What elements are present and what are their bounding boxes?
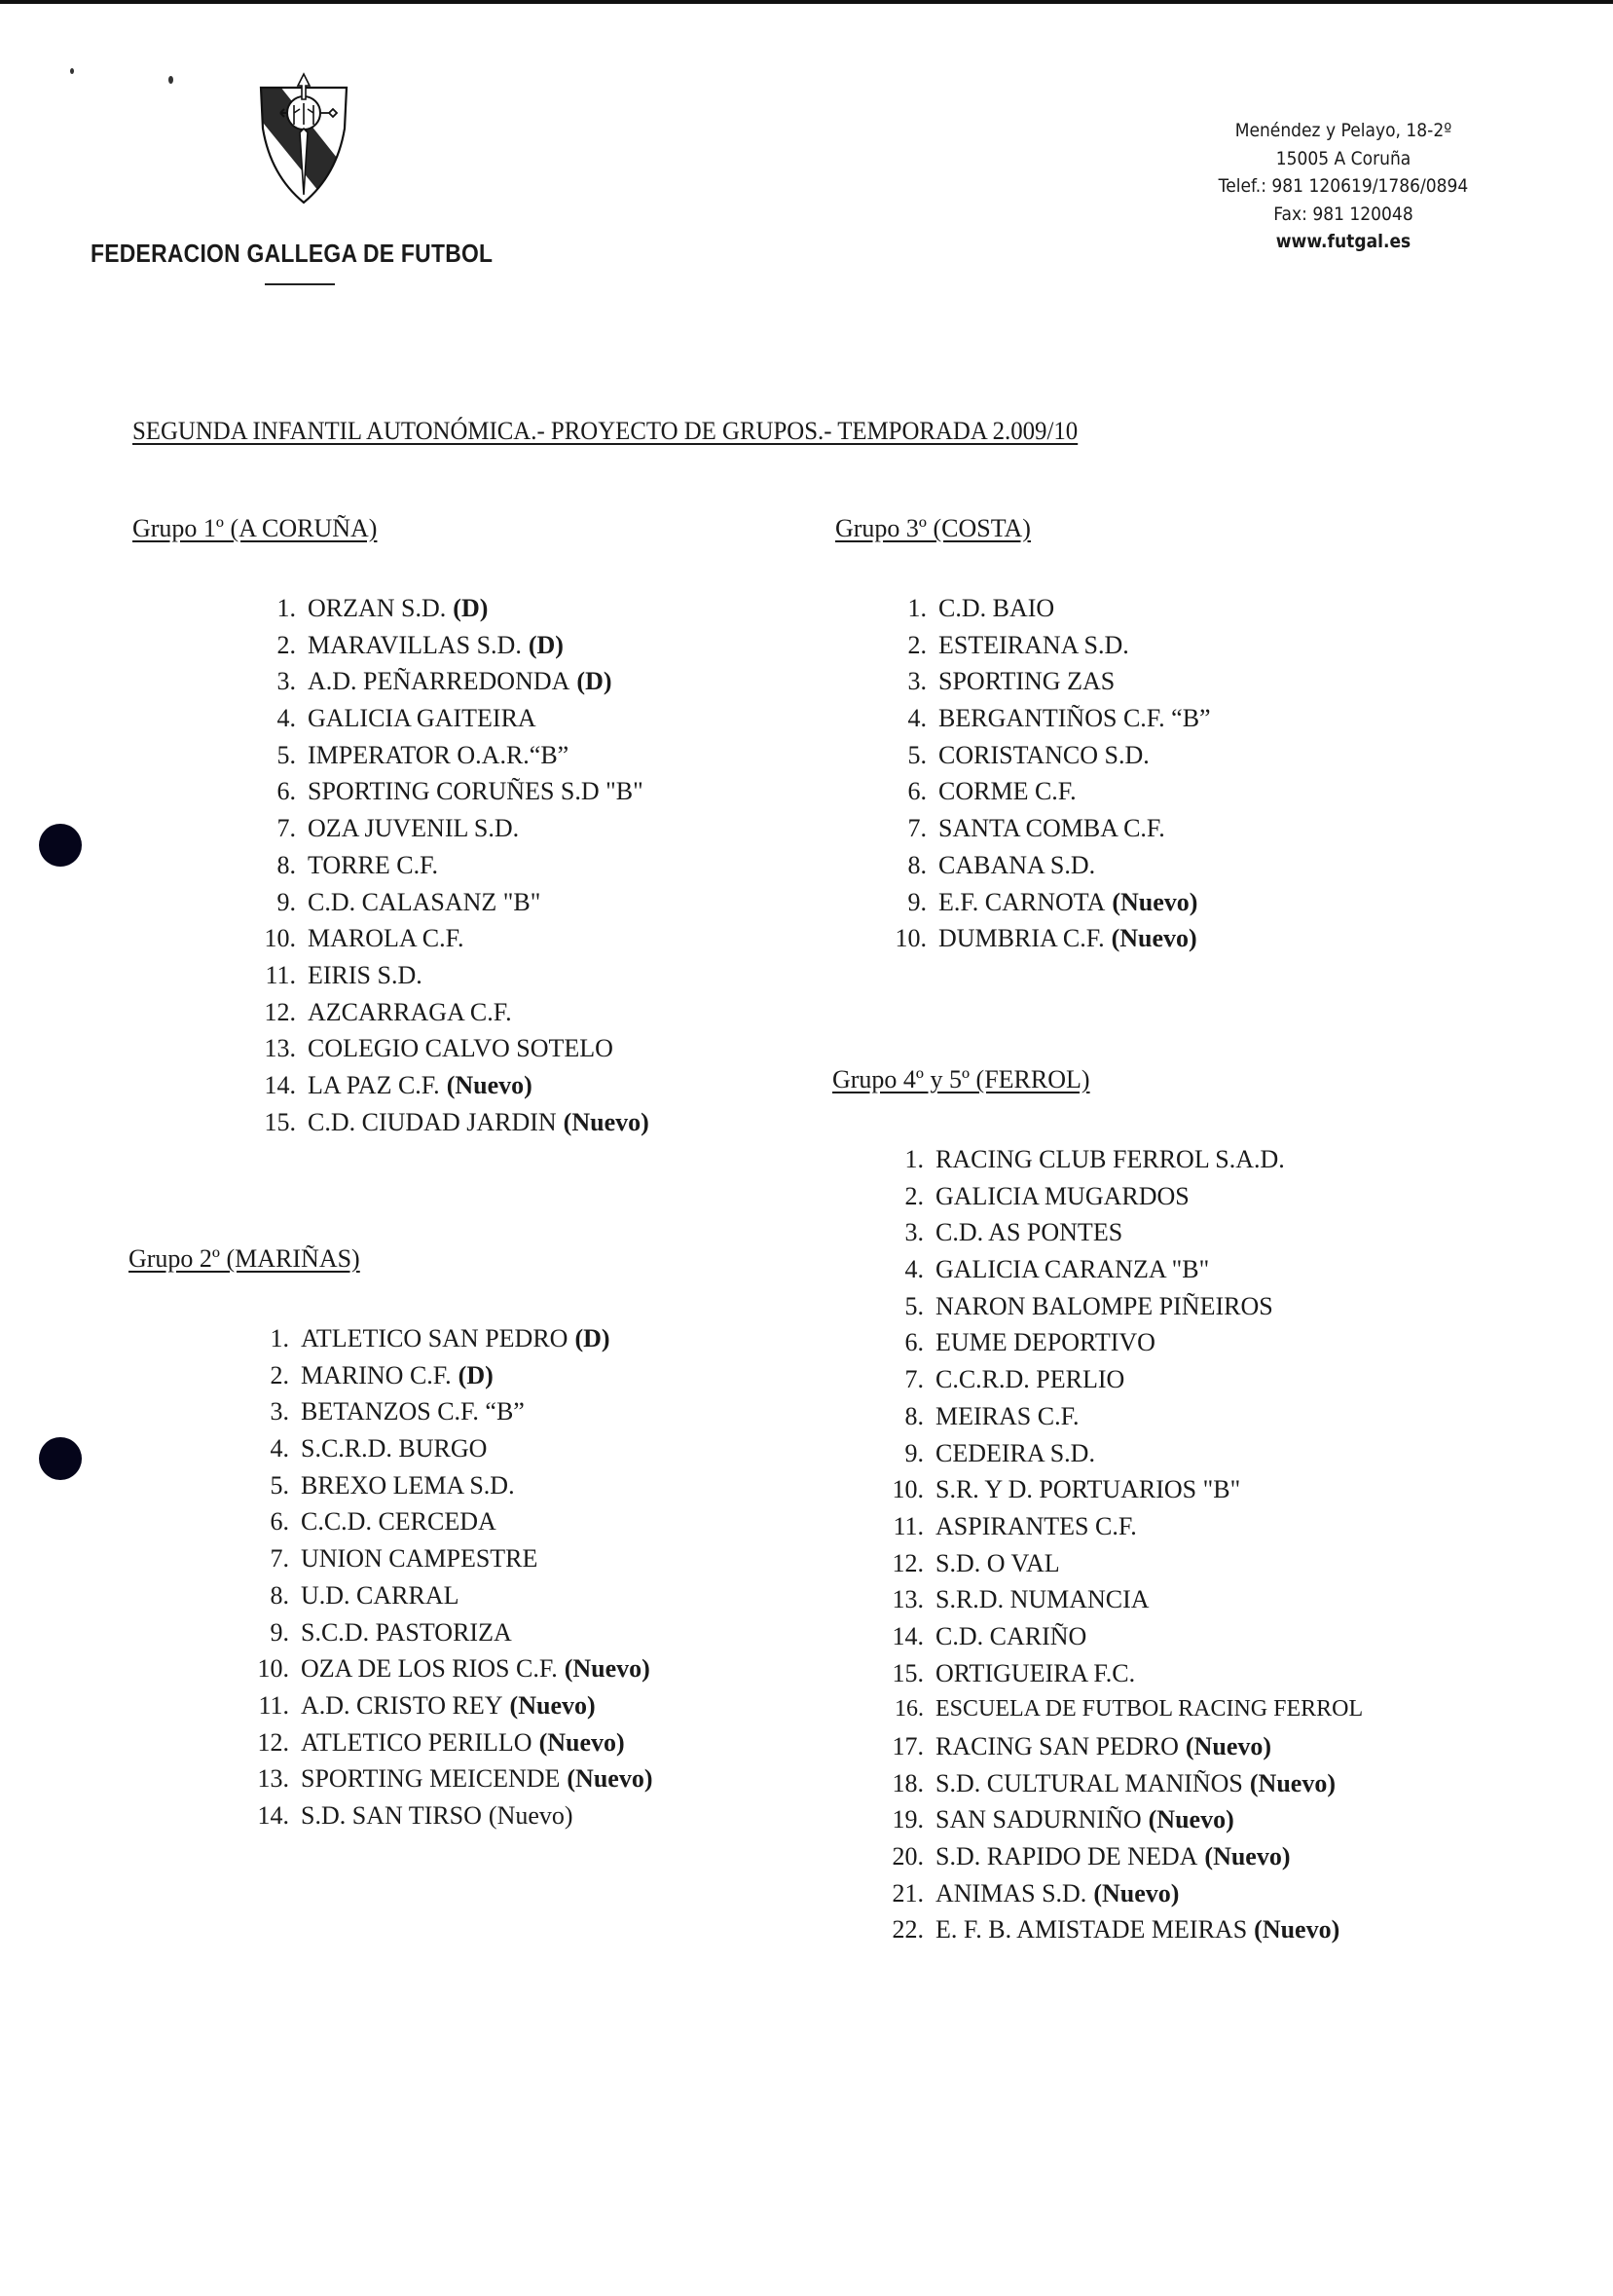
group-title: Grupo 3º (COSTA) (835, 514, 1031, 542)
team-list-item (238, 1614, 652, 1651)
team-list-item (238, 1724, 652, 1761)
group-title: Grupo 1º (A CORUÑA) (132, 514, 378, 542)
team-list-item (873, 1618, 1363, 1655)
team-number: 1. (904, 1145, 924, 1173)
team-number: 13. (892, 1585, 924, 1614)
contact-address: Menéndez y Pelayo, 18-2º (1234, 120, 1452, 141)
team-name: RACING SAN PEDRO (935, 1732, 1179, 1760)
team-name: CEDEIRA S.D. (935, 1438, 1095, 1467)
team-name: NARON BALOMPE PIÑEIROS (935, 1291, 1273, 1320)
team-number: 7. (270, 1544, 289, 1574)
team-name: A.D. PEÑARREDONDA (308, 667, 570, 696)
team-name: C.D. AS PONTES (935, 1218, 1123, 1247)
team-number: 9. (276, 887, 296, 916)
team-list-item (245, 700, 649, 737)
team-name: CORISTANCO S.D. (938, 740, 1150, 769)
team-name: ASPIRANTES C.F. (935, 1511, 1137, 1540)
team-number: 15. (892, 1658, 924, 1687)
team-number: 1. (907, 594, 927, 622)
team-list-item (245, 1067, 649, 1104)
team-number: 14. (264, 1070, 296, 1099)
team-name: GALICIA CARANZA "B" (935, 1255, 1210, 1284)
team-number: 13. (257, 1764, 289, 1794)
team-list-item (238, 1430, 652, 1467)
team-name: A.D. CRISTO REY (301, 1690, 503, 1720)
team-number: 6. (904, 1328, 924, 1357)
team-number: 7. (904, 1365, 924, 1394)
team-list-item (873, 1508, 1363, 1545)
team-name: S.R.D. NUMANCIA (935, 1585, 1150, 1614)
team-list-item (245, 920, 649, 957)
team-number: 9. (270, 1617, 289, 1647)
contact-fax: Fax: 981 120048 (1273, 203, 1413, 225)
team-number: 4. (276, 704, 296, 733)
team-status-tag: (Nuevo) (1204, 1842, 1291, 1871)
team-number: 16. (895, 1696, 924, 1722)
team-list-item (245, 957, 649, 994)
team-number: 10. (257, 1654, 289, 1684)
team-number: 12. (892, 1548, 924, 1577)
team-number: 9. (907, 887, 927, 916)
team-list-item (876, 627, 1211, 664)
team-number: 3. (270, 1397, 289, 1426)
team-number: 17. (892, 1732, 924, 1760)
team-name: RACING CLUB FERROL S.A.D. (935, 1145, 1285, 1173)
organization-divider (265, 283, 335, 285)
team-list-item (873, 1801, 1363, 1838)
team-number: 5. (904, 1291, 924, 1320)
team-list (876, 590, 1211, 957)
team-list-item (876, 884, 1211, 921)
team-number: 14. (257, 1800, 289, 1830)
team-list-item (238, 1577, 652, 1614)
team-list-item (245, 590, 649, 627)
team-name: MARAVILLAS S.D. (308, 630, 522, 659)
team-name: GALICIA MUGARDOS (935, 1181, 1190, 1210)
team-name: ESCUELA DE FUTBOL RACING FERROL (935, 1696, 1364, 1722)
team-status-tag: (D) (528, 630, 564, 659)
team-name: S.D. SAN TIRSO (301, 1800, 482, 1830)
team-name: S.D. RAPIDO DE NEDA (935, 1842, 1198, 1871)
team-list-item (238, 1503, 652, 1540)
scan-speck (168, 76, 173, 84)
team-name: SPORTING ZAS (938, 667, 1116, 696)
team-number: 5. (270, 1470, 289, 1500)
team-list-item (873, 1288, 1363, 1325)
team-list-item (873, 1911, 1363, 1948)
team-number: 2. (907, 630, 927, 659)
team-name: U.D. CARRAL (301, 1580, 459, 1610)
team-number: 10. (895, 924, 927, 953)
team-number: 11. (893, 1511, 924, 1540)
team-name: BETANZOS C.F. “B” (301, 1397, 525, 1426)
team-list-item (245, 847, 649, 884)
team-name: TORRE C.F. (308, 850, 438, 879)
team-name: MAROLA C.F. (308, 924, 464, 953)
group-title: Grupo 2º (MARIÑAS) (128, 1244, 360, 1273)
team-list-item (873, 1471, 1363, 1508)
team-list-item (873, 1141, 1363, 1178)
team-name: S.R. Y D. PORTUARIOS "B" (935, 1475, 1241, 1504)
team-name: SPORTING MEICENDE (301, 1764, 561, 1794)
team-number: 6. (276, 777, 296, 806)
team-list-item (876, 590, 1211, 627)
team-list-item (238, 1797, 652, 1834)
team-list-item (245, 810, 649, 847)
punch-hole (39, 824, 82, 867)
punch-hole (39, 1437, 82, 1480)
team-list-item (245, 1030, 649, 1067)
team-number: 2. (270, 1360, 289, 1389)
team-number: 3. (907, 667, 927, 696)
team-list-item (238, 1650, 652, 1687)
team-name: ORTIGUEIRA F.C. (935, 1658, 1136, 1687)
team-list-item (876, 810, 1211, 847)
team-number: 20. (892, 1842, 924, 1871)
team-number: 9. (904, 1438, 924, 1467)
group-section (832, 1065, 1363, 1948)
team-number: 2. (276, 630, 296, 659)
contact-block (1168, 117, 1519, 256)
federation-crest-icon (255, 70, 352, 206)
team-name: OZA JUVENIL S.D. (308, 814, 520, 843)
scan-top-edge (0, 0, 1613, 4)
team-list-item (873, 1398, 1363, 1435)
team-number: 8. (907, 850, 927, 879)
contact-city: 15005 A Coruña (1275, 147, 1411, 169)
team-number: 8. (276, 850, 296, 879)
team-status-tag: (Nuevo) (509, 1690, 596, 1720)
team-list-item (245, 1104, 649, 1141)
team-number: 1. (270, 1324, 289, 1352)
team-number: 6. (907, 777, 927, 806)
team-name: S.D. CULTURAL MANIÑOS (935, 1768, 1243, 1797)
team-list-item (238, 1357, 652, 1394)
team-number: 19. (892, 1805, 924, 1834)
team-number: 13. (264, 1034, 296, 1063)
team-list-item (245, 884, 649, 921)
team-name: EUME DEPORTIVO (935, 1328, 1155, 1357)
team-list-item (245, 737, 649, 774)
team-number: 11. (258, 1690, 289, 1720)
group-section (128, 1244, 652, 1834)
team-name: C.D. CALASANZ "B" (308, 887, 541, 916)
team-status-tag: (Nuevo) (488, 1800, 573, 1830)
team-status-tag: (D) (458, 1360, 494, 1389)
team-name: LA PAZ C.F. (308, 1070, 440, 1099)
team-list-item (873, 1655, 1363, 1692)
team-list-item (876, 847, 1211, 884)
team-name: ATLETICO SAN PEDRO (301, 1324, 568, 1352)
team-name: C.C.R.D. PERLIO (935, 1365, 1125, 1394)
team-status-tag: (D) (453, 594, 489, 622)
team-number: 15. (264, 1107, 296, 1136)
team-list-item (238, 1540, 652, 1577)
team-list-item (245, 994, 649, 1031)
team-name: GALICIA GAITEIRA (308, 704, 536, 733)
team-status-tag: (Nuevo) (1111, 924, 1197, 953)
team-name: MEIRAS C.F. (935, 1401, 1080, 1430)
contact-phone: Telef.: 981 120619/1786/0894 (1218, 175, 1469, 197)
team-number: 10. (264, 924, 296, 953)
team-number: 21. (892, 1878, 924, 1907)
team-name: COLEGIO CALVO SOTELO (308, 1034, 613, 1063)
team-name: MARINO C.F. (301, 1360, 452, 1389)
group-section (835, 514, 1211, 957)
team-status-tag: (Nuevo) (567, 1764, 653, 1794)
team-name: S.C.R.D. BURGO (301, 1434, 488, 1463)
team-number: 7. (276, 814, 296, 843)
team-status-tag: (D) (576, 667, 612, 696)
team-status-tag: (Nuevo) (1112, 887, 1198, 916)
team-name: UNION CAMPESTRE (301, 1544, 538, 1574)
team-list-item (873, 1728, 1363, 1765)
team-list-item (876, 773, 1211, 810)
team-status-tag: (Nuevo) (564, 1654, 650, 1684)
team-number: 4. (270, 1434, 289, 1463)
team-number: 10. (892, 1475, 924, 1504)
team-number: 22. (892, 1915, 924, 1944)
team-name: SPORTING CORUÑES S.D "B" (308, 777, 643, 806)
document-title: SEGUNDA INFANTIL AUTONÓMICA.- PROYECTO DE GRUPOS.- TEMPORADA 2.009/10 (132, 417, 1079, 445)
team-number: 4. (904, 1255, 924, 1284)
team-name: C.D. CARIÑO (935, 1621, 1087, 1650)
team-name: OZA DE LOS RIOS C.F. (301, 1654, 558, 1684)
team-list-item (873, 1251, 1363, 1288)
team-number: 5. (276, 740, 296, 769)
team-name: DUMBRIA C.F. (938, 924, 1105, 953)
team-status-tag: (Nuevo) (538, 1727, 625, 1757)
team-list-item (873, 1435, 1363, 1472)
team-name: EIRIS S.D. (308, 960, 422, 989)
team-name: CABANA S.D. (938, 850, 1096, 879)
team-list-item (876, 920, 1211, 957)
team-status-tag: (Nuevo) (1148, 1805, 1234, 1834)
team-name: ORZAN S.D. (308, 594, 447, 622)
team-list-item (238, 1393, 652, 1430)
team-list (245, 590, 649, 1140)
group-title: Grupo 4º y 5º (FERROL) (832, 1065, 1090, 1093)
team-name: C.D. CIUDAD JARDIN (308, 1107, 557, 1136)
team-number: 12. (264, 997, 296, 1026)
team-status-tag: (Nuevo) (1254, 1915, 1340, 1944)
team-name: ATLETICO PERILLO (301, 1727, 532, 1757)
team-status-tag: (Nuevo) (1249, 1768, 1336, 1797)
team-name: AZCARRAGA C.F. (308, 997, 512, 1026)
team-list-item (238, 1687, 652, 1724)
group-section (132, 514, 649, 1140)
team-name: C.C.D. CERCEDA (301, 1507, 496, 1537)
team-number: 3. (276, 667, 296, 696)
team-list-item (245, 663, 649, 700)
team-name: BERGANTIÑOS C.F. “B” (938, 704, 1211, 733)
team-list-item (245, 773, 649, 810)
team-status-tag: (Nuevo) (1185, 1732, 1272, 1760)
team-list-item (876, 700, 1211, 737)
team-list-item (873, 1361, 1363, 1398)
team-status-tag: (Nuevo) (446, 1070, 532, 1099)
team-name: CORME C.F. (938, 777, 1077, 806)
team-list-item (238, 1760, 652, 1797)
team-list-item (873, 1581, 1363, 1618)
team-name: SANTA COMBA C.F. (938, 814, 1165, 843)
team-list-item (873, 1545, 1363, 1582)
scan-speck (70, 68, 74, 74)
team-list-item (873, 1838, 1363, 1875)
team-list-item (876, 737, 1211, 774)
team-status-tag: (D) (574, 1324, 610, 1352)
team-list-item (876, 663, 1211, 700)
team-name: S.C.D. PASTORIZA (301, 1617, 512, 1647)
team-number: 7. (907, 814, 927, 843)
team-list-item (873, 1324, 1363, 1361)
team-list (238, 1320, 652, 1834)
team-name: E. F. B. AMISTADE MEIRAS (935, 1915, 1248, 1944)
team-number: 11. (265, 960, 296, 989)
team-number: 8. (904, 1401, 924, 1430)
team-list-item (245, 627, 649, 664)
team-name: ESTEIRANA S.D. (938, 630, 1129, 659)
team-number: 4. (907, 704, 927, 733)
team-name: S.D. O VAL (935, 1548, 1060, 1577)
team-list-item (873, 1178, 1363, 1215)
team-name: SAN SADURNIÑO (935, 1805, 1142, 1834)
team-list-item (873, 1214, 1363, 1251)
team-number: 14. (892, 1621, 924, 1650)
team-number: 6. (270, 1507, 289, 1537)
team-number: 2. (904, 1181, 924, 1210)
team-name: E.F. CARNOTA (938, 887, 1106, 916)
contact-website-link[interactable]: www.futgal.es (1275, 231, 1411, 252)
team-number: 3. (904, 1218, 924, 1247)
team-list (873, 1141, 1363, 1948)
team-number: 5. (907, 740, 927, 769)
team-list-item (238, 1467, 652, 1504)
team-list-item (238, 1320, 652, 1357)
team-number: 1. (276, 594, 296, 622)
team-list-item (873, 1691, 1363, 1728)
team-name: C.D. BAIO (938, 594, 1055, 622)
team-number: 18. (892, 1768, 924, 1797)
team-name: IMPERATOR O.A.R.“B” (308, 740, 569, 769)
team-name: BREXO LEMA S.D. (301, 1470, 515, 1500)
organization-name: FEDERACION GALLEGA DE FUTBOL (91, 239, 494, 268)
team-list-item (873, 1765, 1363, 1802)
team-status-tag: (Nuevo) (563, 1107, 649, 1136)
team-status-tag: (Nuevo) (1093, 1878, 1180, 1907)
team-name: ANIMAS S.D. (935, 1878, 1087, 1907)
team-list-item (873, 1875, 1363, 1912)
team-number: 8. (270, 1580, 289, 1610)
team-number: 12. (257, 1727, 289, 1757)
